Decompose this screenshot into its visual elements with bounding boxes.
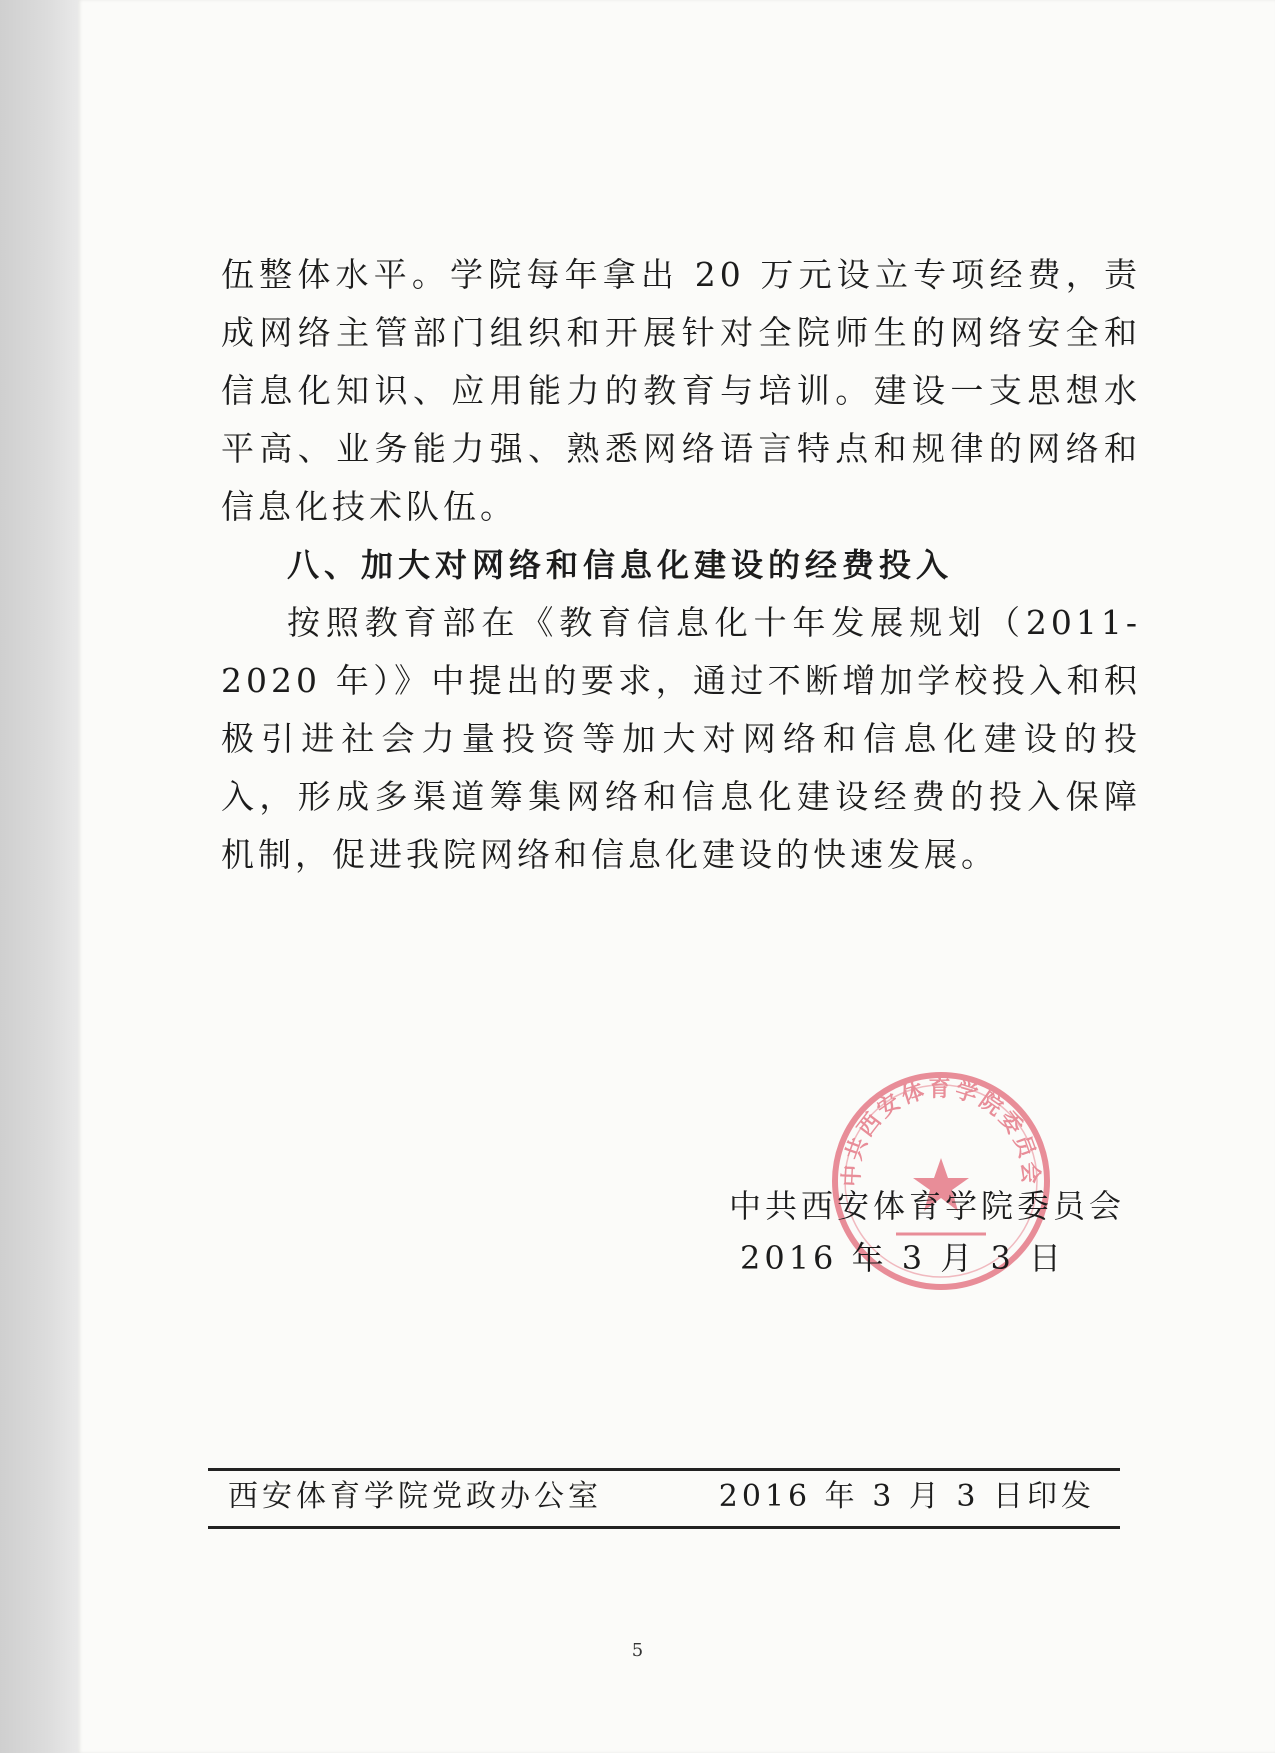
section-heading-8: 八、加大对网络和信息化建设的经费投入 — [287, 546, 954, 584]
paragraph-continuation: 伍整体水平。学院每年拿出 20 万元设立专项经费，责成网络主管部门组织和开展针对全院师生的网络安全和信息化知识、应用能力的教育与培训。建设一支思想水平高、业务能力强、熟悉网络语言特点和规律的网络和信息化技术队伍。 — [221, 255, 1141, 526]
footer-bottom-rule — [208, 1526, 1120, 1529]
seal-text: 中共西安体育学院委员会 — [839, 1077, 1043, 1188]
signing-date: 2016 年 3 月 3 日 — [739, 1239, 1065, 1277]
footer-issuer: 西安体育学院党政办公室 — [228, 1479, 602, 1514]
footer-top-rule — [208, 1468, 1120, 1471]
signature-block — [729, 1180, 1125, 1284]
document-body — [221, 246, 1141, 884]
signing-organization: 中共西安体育学院委员会 — [728, 1187, 1125, 1225]
footer-issue-date: 2016 年 3 月 3 日印发 — [718, 1479, 1095, 1514]
scan-shadow-edge — [0, 0, 78, 1753]
page-number: 5 — [631, 1640, 644, 1661]
paragraph-funding: 按照教育部在《教育信息化十年发展规划（2011-2020 年）》中提出的要求，通过不断增加学校投入和积极引进社会力量投资等加大对网络和信息化建设的投入，形成多渠道筹集网络和信息化建设经费的投入保障机制，促进我院网络和信息化建设的快速发展。 — [221, 603, 1141, 874]
